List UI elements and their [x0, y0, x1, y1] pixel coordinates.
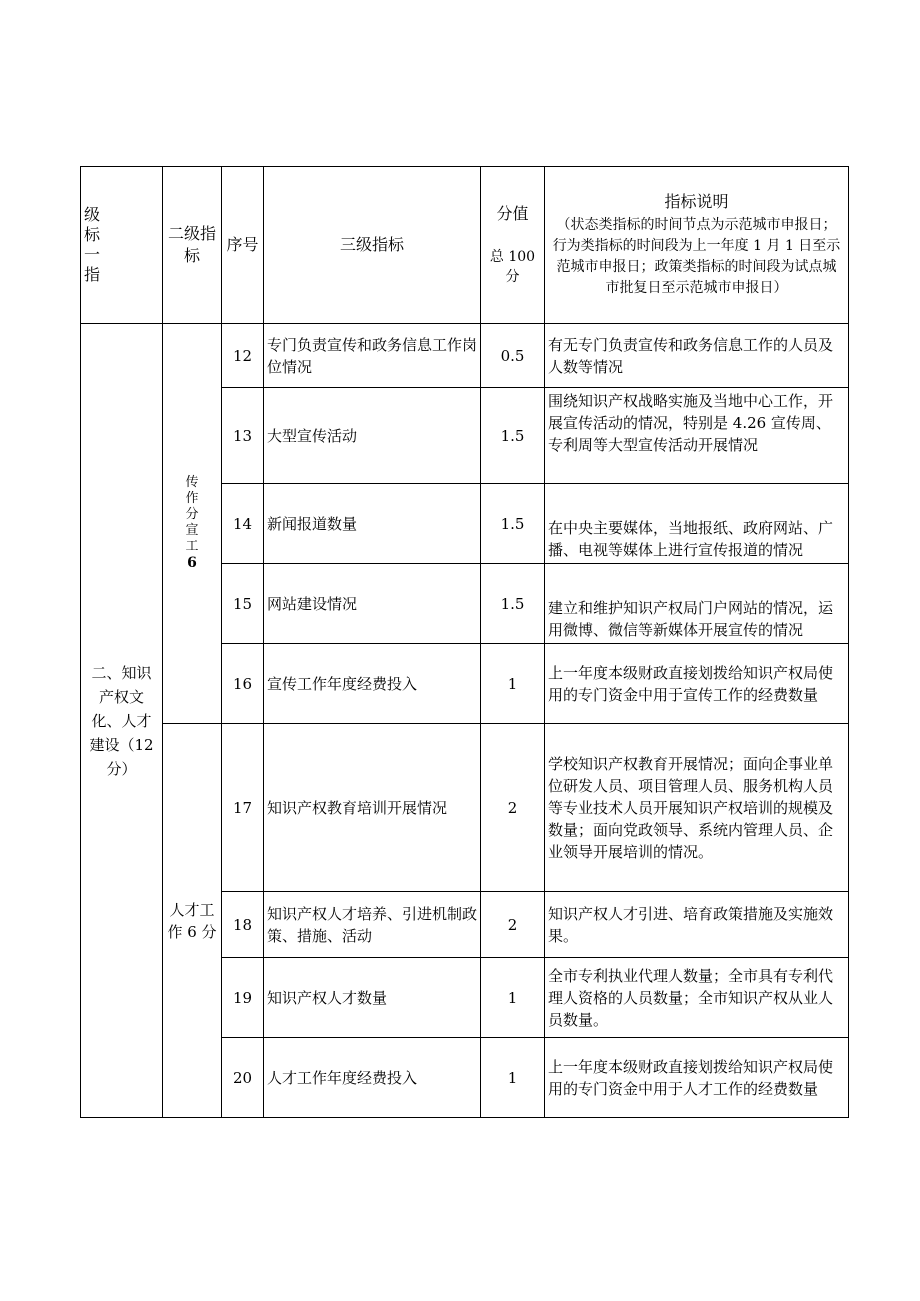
row-score: 1.5 [481, 388, 545, 484]
header-level1-char: 一 [84, 245, 101, 264]
group-char: 作 [185, 490, 199, 506]
indicator-table [80, 166, 849, 1118]
row-desc: 学校知识产权教育开展情况；面向企事业单位研发人员、项目管理人员、服务机构人员等专业技术人员开展知识产权培训的规模及数量；面向党政领导、系统内管理人员、企业领导开展培训的情况。 [545, 724, 849, 892]
group-score-mark: 6 [187, 554, 197, 571]
group-char: 工 [185, 538, 199, 554]
row-score: 1.5 [481, 484, 545, 564]
row-desc: 上一年度本级财政直接划拨给知识产权局使用的专门资金中用于人才工作的经费数量 [545, 1038, 849, 1118]
header-row [81, 167, 849, 324]
header-level3: 三级指标 [264, 167, 481, 324]
row-score: 1 [481, 1038, 545, 1118]
row-no: 14 [222, 484, 264, 564]
header-desc-title: 指标说明 [664, 192, 729, 211]
row-indicator: 专门负责宣传和政务信息工作岗位情况 [264, 324, 481, 388]
row-no: 15 [222, 564, 264, 644]
row-score: 1 [481, 958, 545, 1038]
row-no: 19 [222, 958, 264, 1038]
row-no: 13 [222, 388, 264, 484]
group-char: 传 [185, 474, 199, 490]
header-level1-char: 标 [84, 225, 101, 244]
row-indicator: 新闻报道数量 [264, 484, 481, 564]
row-desc: 全市专利执业代理人数量；全市具有专利代理人资格的人员数量；全市知识产权从业人员数量。 [545, 958, 849, 1038]
header-score-total: 总 100 分 [489, 249, 536, 285]
row-indicator: 人才工作年度经费投入 [264, 1038, 481, 1118]
table-row [81, 724, 849, 892]
header-desc [545, 167, 849, 324]
row-no: 17 [222, 724, 264, 892]
row-no: 20 [222, 1038, 264, 1118]
row-no: 12 [222, 324, 264, 388]
row-no: 16 [222, 644, 264, 724]
row-score: 0.5 [481, 324, 545, 388]
row-score: 1.5 [481, 564, 545, 644]
row-score: 2 [481, 892, 545, 958]
header-level1 [81, 167, 163, 324]
row-desc: 上一年度本级财政直接划拨给知识产权局使用的专门资金中用于宣传工作的经费数量 [545, 644, 849, 724]
row-indicator: 知识产权人才数量 [264, 958, 481, 1038]
level2-group-publicity [163, 324, 222, 724]
row-score: 1 [481, 644, 545, 724]
group-char: 宣 [185, 522, 199, 538]
table-row [81, 324, 849, 388]
header-level2: 二级指标 [163, 167, 222, 324]
row-desc: 知识产权人才引进、培育政策措施及实施效果。 [545, 892, 849, 958]
row-indicator: 知识产权教育培训开展情况 [264, 724, 481, 892]
header-desc-note: （状态类指标的时间节点为示范城市申报日；行为类指标的时间段为上一年度 1 月 1 日至示范城市申报日；政策类指标的时间段为试点城市批复日至示范城市申报日） [552, 217, 841, 296]
row-desc: 建立和维护知识产权局门户网站的情况，运用微博、微信等新媒体开展宣传的情况 [545, 564, 849, 644]
level1-group-cell: 二、知识产权文化、人才建设（12 分） [81, 324, 163, 1118]
group-char: 分 [185, 506, 199, 522]
row-score: 2 [481, 724, 545, 892]
row-no: 18 [222, 892, 264, 958]
row-indicator: 知识产权人才培养、引进机制政策、措施、活动 [264, 892, 481, 958]
row-indicator: 大型宣传活动 [264, 388, 481, 484]
level2-group-talent: 人才工作 6 分 [163, 724, 222, 1118]
header-score [481, 167, 545, 324]
header-level1-char: 指 [84, 265, 101, 284]
header-score-title: 分值 [496, 204, 529, 223]
header-level1-char: 级 [84, 205, 101, 224]
row-desc: 在中央主要媒体，当地报纸、政府网站、广播、电视等媒体上进行宣传报道的情况 [545, 484, 849, 564]
row-indicator: 宣传工作年度经费投入 [264, 644, 481, 724]
row-indicator: 网站建设情况 [264, 564, 481, 644]
header-seq: 序号 [222, 167, 264, 324]
row-desc: 有无专门负责宣传和政务信息工作的人员及人数等情况 [545, 324, 849, 388]
row-desc: 围绕知识产权战略实施及当地中心工作，开展宣传活动的情况，特别是 4.26 宣传周、专利周等大型宣传活动开展情况 [545, 388, 849, 484]
